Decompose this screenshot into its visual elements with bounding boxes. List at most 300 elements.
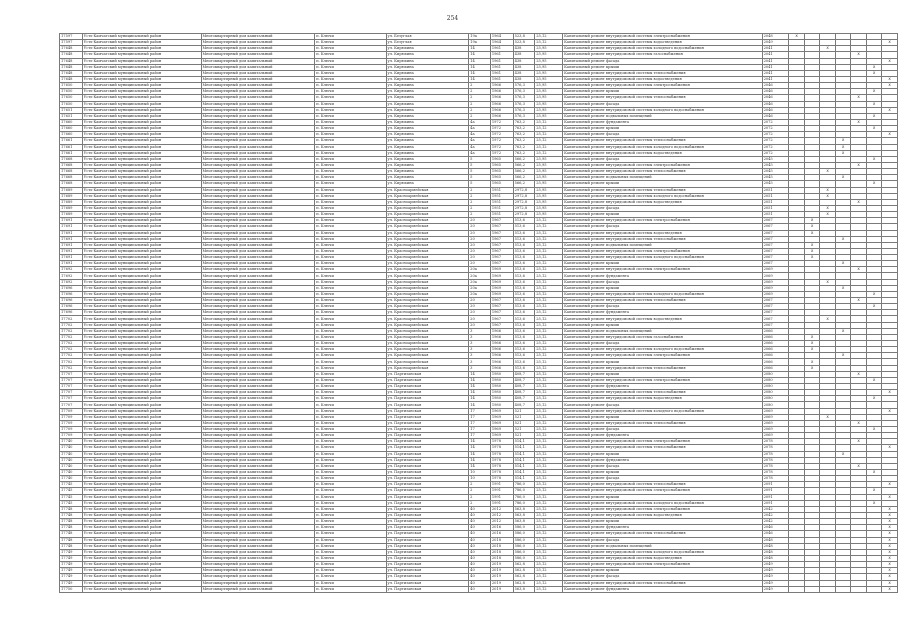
record-id-cell: 17648 [60, 58, 83, 64]
build-year-cell: 2016 [490, 525, 513, 531]
build-year-cell: 1966 [490, 359, 513, 365]
plan-year-cell: 2080 [762, 371, 789, 377]
area-cell: 513,6 [513, 279, 535, 285]
house-type-cell: Многоквартирный дом капитальный [201, 255, 315, 261]
record-id-cell: 17648 [60, 46, 83, 52]
street-cell: ул. Красноармейская [386, 353, 469, 359]
house-number-cell: 20 [469, 230, 491, 236]
municipality-cell: Усть-Камчатский муниципальный район [82, 248, 201, 254]
mark-7-cell: X [882, 519, 898, 525]
record-id-cell: 17650 [60, 89, 83, 95]
locality-cell: п. Ключи [315, 525, 386, 531]
depreciation-cell: 25,12 [535, 371, 563, 377]
work-type-cell: Капитальный ремонт фасада [563, 427, 762, 433]
build-year-cell: 1961 [490, 46, 513, 52]
house-number-cell: 20а [469, 279, 491, 285]
mark-7-cell: X [882, 390, 898, 396]
record-id-cell: 17745 [60, 482, 83, 488]
locality-cell: п. Ключи [315, 64, 386, 70]
house-number-cell: 2 [469, 500, 491, 506]
house-type-cell: Многоквартирный дом капитальный [201, 402, 315, 408]
work-type-cell: Капитальный ремонт фундамента [563, 119, 762, 125]
mark-4-cell: X [835, 150, 850, 156]
street-cell: ул. Красноармейская [386, 193, 469, 199]
work-type-cell: Капитальный ремонт крыши [563, 359, 762, 365]
area-cell: 513,6 [513, 261, 535, 267]
house-number-cell: 3 [469, 365, 491, 371]
locality-cell: п. Ключи [315, 150, 386, 156]
house-type-cell: Многоквартирный дом капитальный [201, 156, 315, 162]
build-year-cell: 1969 [490, 291, 513, 297]
record-id-cell: 17702 [60, 341, 83, 347]
depreciation-cell: 25,95 [535, 199, 563, 205]
house-type-cell: Многоквартирный дом капитальный [201, 371, 315, 377]
build-year-cell: 1951 [490, 193, 513, 199]
build-year-cell: 2012 [490, 512, 513, 518]
depreciation-cell: 25,95 [535, 89, 563, 95]
record-id-cell: 17668 [60, 175, 83, 181]
work-type-cell: Капитальный ремонт крыши [563, 89, 762, 95]
house-type-cell: Многоквартирный дом капитальный [201, 138, 315, 144]
municipality-cell: Усть-Камчатский муниципальный район [82, 555, 201, 561]
area-cell: 521 [513, 427, 535, 433]
record-id-cell: 17692 [60, 273, 83, 279]
plan-year-cell: 2069 [762, 267, 789, 273]
house-type-cell: Многоквартирный дом капитальный [201, 273, 315, 279]
area-cell: 2972,8 [513, 187, 535, 193]
build-year-cell: 1978 [490, 476, 513, 482]
record-id-cell: 17709 [60, 433, 83, 439]
depreciation-cell: 25,12 [535, 537, 563, 543]
work-type-cell: Капитальный ремонт внутридомовой системы газоснабжения [563, 334, 762, 340]
plan-year-cell: 2042 [762, 519, 789, 525]
build-year-cell: 1991 [490, 494, 513, 500]
build-year-cell: 1966 [490, 95, 513, 101]
street-cell: ул. Безуглая [386, 34, 469, 40]
area-cell: 513,6 [513, 273, 535, 279]
municipality-cell: Усть-Камчатский муниципальный район [82, 334, 201, 340]
locality-cell: п. Ключи [315, 476, 386, 482]
locality-cell: п. Ключи [315, 414, 386, 420]
street-cell: ул. Кирюхина [386, 76, 469, 82]
municipality-cell: Усть-Камчатский муниципальный район [82, 175, 201, 181]
depreciation-cell: 25,12 [535, 236, 563, 242]
house-number-cell: 14 [469, 439, 491, 445]
mark-6-cell: X [866, 156, 881, 162]
build-year-cell: 1978 [490, 469, 513, 475]
record-id-cell: 17651 [60, 113, 83, 119]
area-cell: 513,6 [513, 267, 535, 273]
mark-7-cell: X [882, 555, 898, 561]
house-number-cell: 5 [469, 169, 491, 175]
plan-year-cell: 2091 [762, 482, 789, 488]
area-cell: 408,7 [513, 396, 535, 402]
plan-year-cell: 2048 [762, 537, 789, 543]
house-type-cell: Многоквартирный дом капитальный [201, 218, 315, 224]
house-number-cell: 14 [469, 70, 491, 76]
build-year-cell: 1972 [490, 126, 513, 132]
depreciation-cell: 25,95 [535, 58, 563, 64]
depreciation-cell: 25,12 [535, 531, 563, 537]
record-id-cell: 17597 [60, 40, 83, 46]
house-number-cell: 14 [469, 377, 491, 383]
area-cell: 438 [513, 52, 535, 58]
build-year-cell: 1980 [490, 402, 513, 408]
work-type-cell: Капитальный ремонт фундамента [563, 310, 762, 316]
street-cell: ул. Кирюхина [386, 162, 469, 168]
locality-cell: п. Ключи [315, 156, 386, 162]
mark-4-cell [835, 586, 850, 592]
table-row [60, 586, 898, 592]
build-year-cell: 1972 [490, 132, 513, 138]
house-number-cell: 2 [469, 107, 491, 113]
street-cell: ул. Партизанская [386, 476, 469, 482]
street-cell: ул. Партизанская [386, 488, 469, 494]
mark-7-cell: X [882, 549, 898, 555]
house-type-cell: Многоквартирный дом капитальный [201, 279, 315, 285]
plan-year-cell: 2067 [762, 242, 789, 248]
municipality-cell: Усть-Камчатский муниципальный район [82, 199, 201, 205]
record-id-cell: 17651 [60, 107, 83, 113]
area-cell: 586,0 [513, 537, 535, 543]
work-type-cell: Капитальный ремонт внутридомовой системы электроснабжения [563, 248, 762, 254]
municipality-cell: Усть-Камчатский муниципальный район [82, 359, 201, 365]
area-cell: 586,0 [513, 555, 535, 561]
house-type-cell: Многоквартирный дом капитальный [201, 568, 315, 574]
work-type-cell: Капитальный ремонт подвальных помещений [563, 543, 762, 549]
house-number-cell: 20 [469, 236, 491, 242]
area-cell: 566,2 [513, 175, 535, 181]
depreciation-cell: 25,12 [535, 408, 563, 414]
mark-7-cell: X [882, 58, 898, 64]
plan-year-cell: 2078 [762, 457, 789, 463]
record-id-cell: 17689 [60, 212, 83, 218]
street-cell: ул. Партизанская [386, 384, 469, 390]
build-year-cell: 1961 [490, 64, 513, 70]
plan-year-cell: 2072 [762, 126, 789, 132]
build-year-cell: 1967 [490, 310, 513, 316]
municipality-cell: Усть-Камчатский муниципальный район [82, 543, 201, 549]
record-id-cell: 17702 [60, 347, 83, 353]
locality-cell: п. Ключи [315, 365, 386, 371]
street-cell: ул. Партизанская [386, 586, 469, 592]
area-cell: 513,6 [513, 218, 535, 224]
house-type-cell: Многоквартирный дом капитальный [201, 390, 315, 396]
plan-year-cell: 2042 [762, 506, 789, 512]
house-number-cell: 40 [469, 519, 491, 525]
house-number-cell: 3 [469, 347, 491, 353]
municipality-cell: Усть-Камчатский муниципальный район [82, 377, 201, 383]
municipality-cell: Усть-Камчатский муниципальный район [82, 390, 201, 396]
build-year-cell: 1967 [490, 242, 513, 248]
street-cell: ул. Красноармейская [386, 273, 469, 279]
page-number: 254 [446, 15, 459, 22]
build-year-cell: 1951 [490, 205, 513, 211]
plan-year-cell: 2069 [762, 285, 789, 291]
house-type-cell: Многоквартирный дом капитальный [201, 506, 315, 512]
record-id-cell: 17748 [60, 543, 83, 549]
depreciation-cell: 25,12 [535, 543, 563, 549]
depreciation-cell: 25,12 [535, 248, 563, 254]
area-cell: 513,6 [513, 291, 535, 297]
municipality-cell: Усть-Камчатский муниципальный район [82, 304, 201, 310]
record-id-cell: 17702 [60, 322, 83, 328]
municipality-cell: Усть-Камчатский муниципальный район [82, 242, 201, 248]
depreciation-cell: 25,12 [535, 347, 563, 353]
plan-year-cell: 2066 [762, 334, 789, 340]
municipality-cell: Усть-Камчатский муниципальный район [82, 144, 201, 150]
mark-2-cell: X [804, 365, 819, 371]
mark-7-cell: X [882, 562, 898, 568]
municipality-cell: Усть-Камчатский муниципальный район [82, 562, 201, 568]
depreciation-cell: 25,12 [535, 555, 563, 561]
municipality-cell: Усть-Камчатский муниципальный район [82, 414, 201, 420]
house-type-cell: Многоквартирный дом капитальный [201, 181, 315, 187]
municipality-cell: Усть-Камчатский муниципальный район [82, 574, 201, 580]
locality-cell: п. Ключи [315, 445, 386, 451]
street-cell: ул. Кирюхина [386, 113, 469, 119]
build-year-cell: 1969 [490, 408, 513, 414]
house-number-cell: 2 [469, 101, 491, 107]
street-cell: ул. Красноармейская [386, 334, 469, 340]
locality-cell: п. Ключи [315, 341, 386, 347]
municipality-cell: Усть-Камчатский муниципальный район [82, 488, 201, 494]
house-type-cell: Многоквартирный дом капитальный [201, 76, 315, 82]
record-id-cell: 17748 [60, 512, 83, 518]
locality-cell: п. Ключи [315, 322, 386, 328]
house-type-cell: Многоквартирный дом капитальный [201, 187, 315, 193]
house-number-cell: 14 [469, 402, 491, 408]
mark-6-cell [866, 586, 881, 592]
street-cell: ул. Кирюхина [386, 150, 469, 156]
house-number-cell: 20 [469, 304, 491, 310]
street-cell: ул. Кирюхина [386, 107, 469, 113]
mark-1-cell: X [789, 34, 804, 40]
depreciation-cell: 25,95 [535, 83, 563, 89]
plan-year-cell: 2048 [762, 549, 789, 555]
work-type-cell: Капитальный ремонт фасада [563, 132, 762, 138]
locality-cell: п. Ключи [315, 420, 386, 426]
municipality-cell: Усть-Камчатский муниципальный район [82, 212, 201, 218]
work-type-cell: Капитальный ремонт внутридомовой системы электроснабжения [563, 353, 762, 359]
municipality-cell: Усть-Камчатский муниципальный район [82, 162, 201, 168]
locality-cell: п. Ключи [315, 218, 386, 224]
record-id-cell: 17689 [60, 199, 83, 205]
plan-year-cell: 2080 [762, 396, 789, 402]
record-id-cell: 17749 [60, 555, 83, 561]
plan-year-cell: 2072 [762, 138, 789, 144]
locality-cell: п. Ключи [315, 562, 386, 568]
mark-5-cell [851, 586, 866, 592]
record-id-cell: 17696 [60, 291, 83, 297]
house-type-cell: Многоквартирный дом капитальный [201, 451, 315, 457]
area-cell: 763,2 [513, 138, 535, 144]
depreciation-cell: 25,12 [535, 34, 563, 40]
house-number-cell: 2 [469, 494, 491, 500]
street-cell: ул. Партизанская [386, 500, 469, 506]
depreciation-cell: 25,12 [535, 414, 563, 420]
depreciation-cell: 25,12 [535, 365, 563, 371]
area-cell: 563,8 [513, 586, 535, 592]
plan-year-cell: 2046 [762, 101, 789, 107]
house-number-cell: 14 [469, 390, 491, 396]
mark-2-cell: X [804, 230, 819, 236]
mark-2-cell: X [804, 248, 819, 254]
record-id-cell: 17702 [60, 328, 83, 334]
record-id-cell: 17648 [60, 64, 83, 70]
area-cell: 2972,8 [513, 199, 535, 205]
municipality-cell: Усть-Камчатский муниципальный район [82, 433, 201, 439]
house-type-cell: Многоквартирный дом капитальный [201, 242, 315, 248]
depreciation-cell: 25,12 [535, 304, 563, 310]
mark-5-cell: X [851, 52, 866, 58]
municipality-cell: Усть-Камчатский муниципальный район [82, 70, 201, 76]
mark-4-cell: X [835, 144, 850, 150]
street-cell: ул. Партизанская [386, 463, 469, 469]
work-type-cell: Капитальный ремонт внутридомовой системы теплоснабжения [563, 138, 762, 144]
plan-year-cell: 2072 [762, 144, 789, 150]
depreciation-cell: 25,12 [535, 334, 563, 340]
build-year-cell: 2019 [490, 586, 513, 592]
work-type-cell: Капитальный ремонт внутридомовой системы теплоснабжения [563, 580, 762, 586]
work-type-cell: Капитальный ремонт крыши [563, 181, 762, 187]
mark-7-cell: X [882, 482, 898, 488]
street-cell: ул. Безуглая [386, 40, 469, 46]
record-id-cell: 17709 [60, 408, 83, 414]
street-cell: ул. Красноармейская [386, 212, 469, 218]
municipality-cell: Усть-Камчатский муниципальный район [82, 568, 201, 574]
locality-cell: п. Ключи [315, 119, 386, 125]
house-type-cell: Многоквартирный дом капитальный [201, 445, 315, 451]
build-year-cell: 1966 [490, 113, 513, 119]
area-cell: 2972,8 [513, 193, 535, 199]
work-type-cell: Капитальный ремонт внутридомовой системы холодного водоснабжения [563, 107, 762, 113]
area-cell: 521 [513, 433, 535, 439]
municipality-cell: Усть-Камчатский муниципальный район [82, 76, 201, 82]
house-number-cell: 20 [469, 316, 491, 322]
municipality-cell: Усть-Камчатский муниципальный район [82, 451, 201, 457]
area-cell: 786,0 [513, 488, 535, 494]
record-id-cell: 17661 [60, 150, 83, 156]
house-number-cell: 40 [469, 525, 491, 531]
locality-cell: п. Ключи [315, 298, 386, 304]
build-year-cell: 1967 [490, 298, 513, 304]
house-number-cell: 40 [469, 586, 491, 592]
house-number-cell: 14 [469, 46, 491, 52]
house-type-cell: Многоквартирный дом капитальный [201, 359, 315, 365]
area-cell: 438 [513, 70, 535, 76]
locality-cell: п. Ключи [315, 506, 386, 512]
depreciation-cell: 25,12 [535, 138, 563, 144]
plan-year-cell: 2069 [762, 420, 789, 426]
work-type-cell: Капитальный ремонт внутридомовой системы водоотведения [563, 40, 762, 46]
plan-year-cell: 2045 [762, 169, 789, 175]
record-id-cell: 17668 [60, 156, 83, 162]
locality-cell: п. Ключи [315, 531, 386, 537]
house-number-cell: 14 [469, 52, 491, 58]
house-number-cell: 14 [469, 463, 491, 469]
work-type-cell: Капитальный ремонт крыши [563, 322, 762, 328]
area-cell: 562,8 [513, 562, 535, 568]
record-id-cell: 17660 [60, 132, 83, 138]
house-number-cell: 40 [469, 543, 491, 549]
work-type-cell: Капитальный ремонт крыши [563, 414, 762, 420]
build-year-cell: 1964 [490, 40, 513, 46]
mark-1-cell [789, 586, 804, 592]
mark-3-cell: X [820, 193, 835, 199]
record-id-cell: 17749 [60, 568, 83, 574]
street-cell: ул. Красноармейская [386, 328, 469, 334]
municipality-cell: Усть-Камчатский муниципальный район [82, 457, 201, 463]
mark-2-cell: X [804, 341, 819, 347]
area-cell: 786,0 [513, 494, 535, 500]
area-cell: 563,8 [513, 519, 535, 525]
house-type-cell: Многоквартирный дом капитальный [201, 230, 315, 236]
municipality-cell: Усть-Камчатский муниципальный район [82, 255, 201, 261]
municipality-cell: Усть-Камчатский муниципальный район [82, 328, 201, 334]
area-cell: 513,6 [513, 347, 535, 353]
build-year-cell: 1961 [490, 76, 513, 82]
mark-5-cell: X [851, 439, 866, 445]
area-cell: 438 [513, 58, 535, 64]
house-type-cell: Многоквартирный дом капитальный [201, 562, 315, 568]
locality-cell: п. Ключи [315, 34, 386, 40]
record-id-cell: 17740 [60, 439, 83, 445]
depreciation-cell: 25,12 [535, 40, 563, 46]
house-type-cell: Многоквартирный дом капитальный [201, 316, 315, 322]
locality-cell: п. Ключи [315, 359, 386, 365]
street-cell: ул. Красноармейская [386, 242, 469, 248]
house-number-cell: 4а [469, 144, 491, 150]
municipality-cell: Усть-Камчатский муниципальный район [82, 463, 201, 469]
house-type-cell: Многоквартирный дом капитальный [201, 420, 315, 426]
mark-5-cell: X [851, 371, 866, 377]
mark-7-cell: X [882, 83, 898, 89]
plan-year-cell: 2067 [762, 322, 789, 328]
locality-cell: п. Ключи [315, 433, 386, 439]
house-type-cell: Многоквартирный дом капитальный [201, 70, 315, 76]
municipality-cell: Усть-Камчатский муниципальный район [82, 519, 201, 525]
build-year-cell: 1991 [490, 500, 513, 506]
mark-4-cell: X [835, 285, 850, 291]
record-id-cell: 17689 [60, 205, 83, 211]
mark-3-cell: X [820, 169, 835, 175]
record-id-cell: 17740 [60, 457, 83, 463]
house-number-cell: 5 [469, 162, 491, 168]
plan-year-cell: 2066 [762, 328, 789, 334]
depreciation-cell: 25,12 [535, 291, 563, 297]
locality-cell: п. Ключи [315, 162, 386, 168]
mark-6-cell: X [866, 64, 881, 70]
record-id-cell: 17691 [60, 224, 83, 230]
house-number-cell: 2 [469, 95, 491, 101]
depreciation-cell: 25,95 [535, 64, 563, 70]
municipality-cell: Усть-Камчатский муниципальный район [82, 89, 201, 95]
depreciation-cell: 25,95 [535, 187, 563, 193]
house-type-cell: Многоквартирный дом капитальный [201, 304, 315, 310]
municipality-cell: Усть-Камчатский муниципальный район [82, 83, 201, 89]
street-cell: ул. Красноармейская [386, 341, 469, 347]
municipality-cell: Усть-Камчатский муниципальный район [82, 101, 201, 107]
house-type-cell: Многоквартирный дом капитальный [201, 119, 315, 125]
house-type-cell: Многоквартирный дом капитальный [201, 236, 315, 242]
record-id-cell: 17709 [60, 420, 83, 426]
street-cell: ул. Красноармейская [386, 365, 469, 371]
depreciation-cell: 25,12 [535, 476, 563, 482]
depreciation-cell: 25,12 [535, 494, 563, 500]
street-cell: ул. Красноармейская [386, 285, 469, 291]
street-cell: ул. Партизанская [386, 433, 469, 439]
